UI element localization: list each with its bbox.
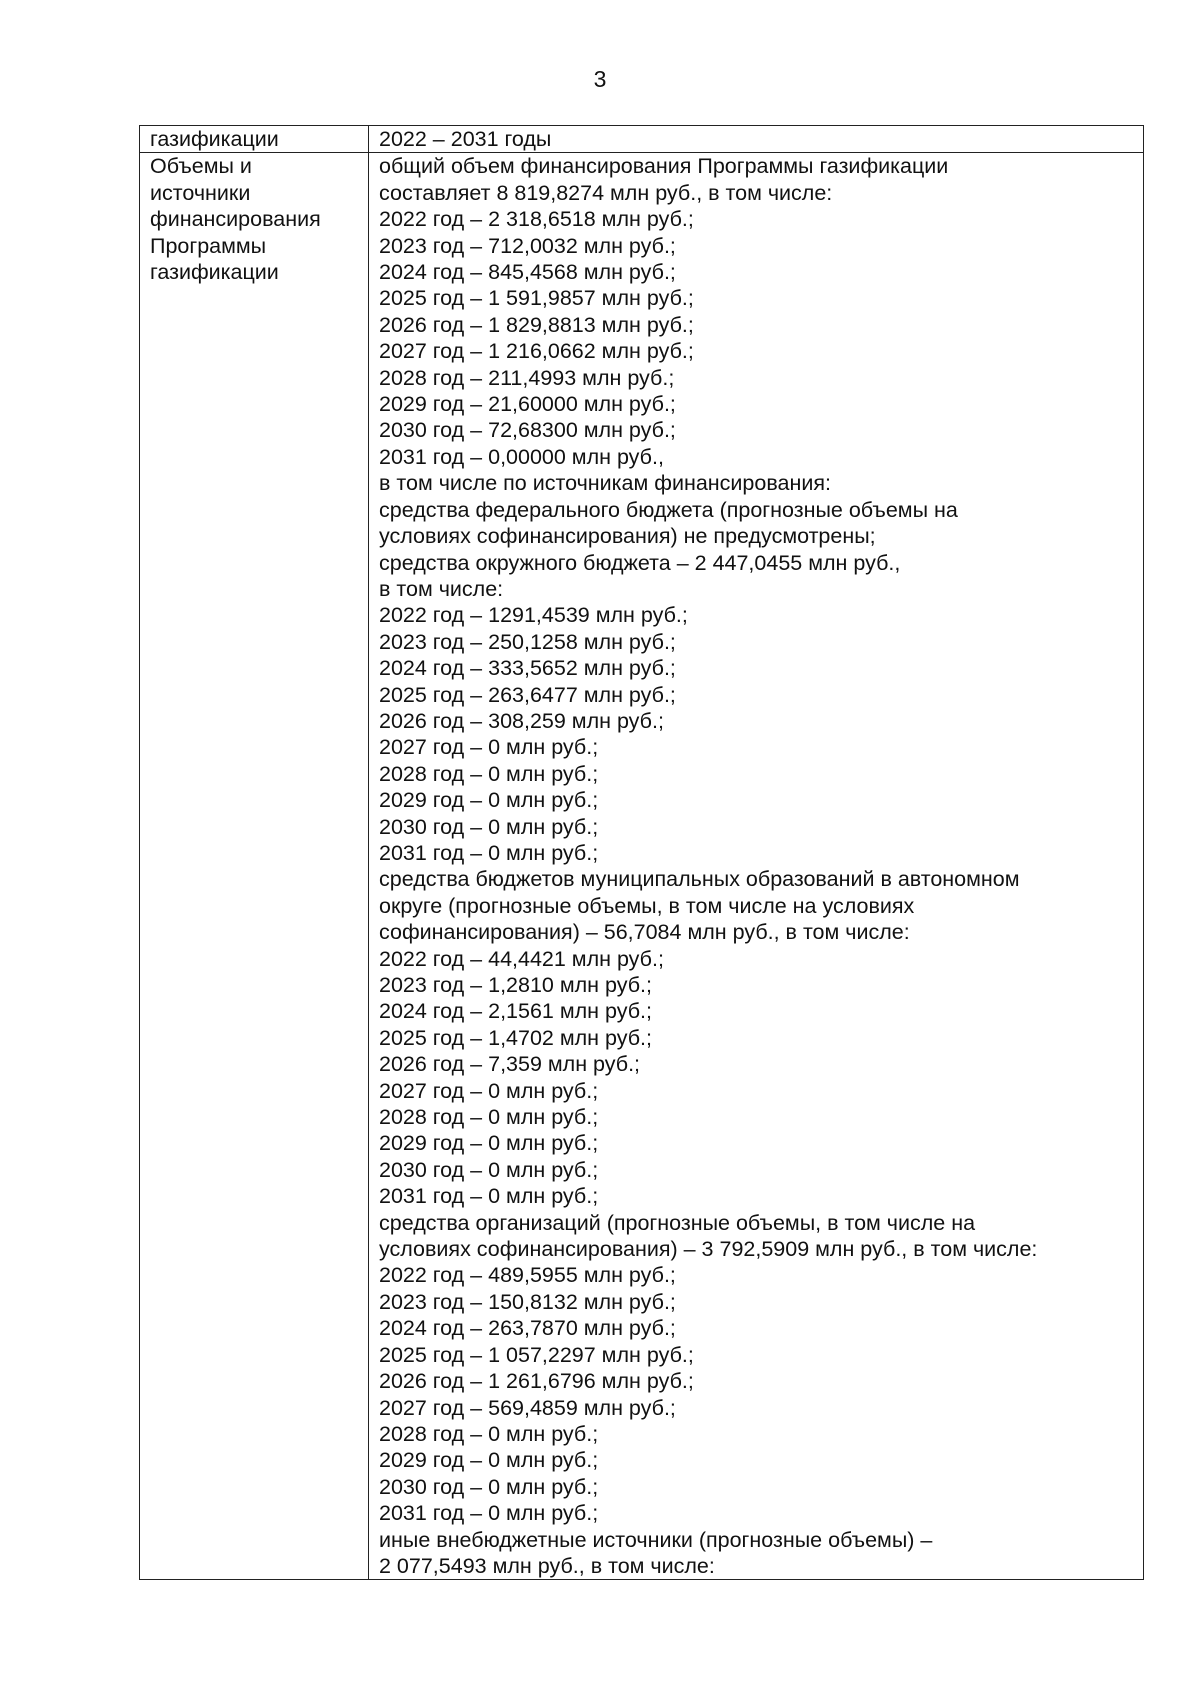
- funding-text-line: 2024 год – 2,1561 млн руб.;: [379, 999, 652, 1024]
- funding-text-line: 2025 год – 263,6477 млн руб.;: [379, 682, 676, 707]
- funding-text-line: 2028 год – 0 млн руб.;: [379, 1421, 599, 1446]
- funding-text-line: условиях софинансирования) не предусмотрены;: [379, 524, 876, 549]
- funding-text-line: 2030 год – 72,68300 млн руб.;: [379, 418, 676, 443]
- funding-text-line: 2 077,5493 млн руб., в том числе:: [379, 1553, 715, 1578]
- funding-text-line: 2029 год – 21,60000 млн руб.;: [379, 392, 676, 417]
- funding-text-line: 2026 год – 1 829,8813 млн руб.;: [379, 312, 694, 337]
- funding-text-line: 2030 год – 0 млн руб.;: [379, 814, 599, 839]
- funding-text-line: 2027 год – 0 млн руб.;: [379, 735, 599, 760]
- funding-text-line: средства организаций (прогнозные объемы, в том числе на: [379, 1210, 976, 1235]
- funding-text-line: 2027 год – 1 216,0662 млн руб.;: [379, 339, 694, 364]
- funding-text-line: 2023 год – 712,0032 млн руб.;: [379, 233, 676, 258]
- funding-text-line: 2025 год – 1 057,2297 млн руб.;: [379, 1342, 694, 1367]
- funding-text-line: составляет 8 819,8274 млн руб., в том числе:: [379, 180, 833, 205]
- funding-text-line: средства окружного бюджета – 2 447,0455 млн руб.,: [379, 550, 901, 575]
- funding-text-line: 2022 год – 1291,4539 млн руб.;: [379, 603, 688, 628]
- funding-text-line: 2030 год – 0 млн руб.;: [379, 1474, 599, 1499]
- funding-label-line: газификации: [150, 260, 279, 285]
- funding-text-line: 2025 год – 1 591,9857 млн руб.;: [379, 286, 694, 311]
- page-number: 3: [593, 66, 607, 92]
- funding-text-line: 2029 год – 0 млн руб.;: [379, 1131, 599, 1156]
- funding-label-lines: [150, 153, 368, 285]
- funding-text-line: 2023 год – 250,1258 млн руб.;: [379, 629, 676, 654]
- funding-text-line: 2022 год – 44,4421 млн руб.;: [379, 946, 664, 971]
- row-label: газификации: [150, 127, 279, 151]
- program-passport-table: [139, 125, 1144, 1580]
- funding-text-line: 2031 год – 0 млн руб.;: [379, 1501, 599, 1526]
- funding-text-line: 2024 год – 333,5652 млн руб.;: [379, 656, 676, 681]
- funding-label-line: источники: [150, 180, 251, 205]
- funding-text-line: в том числе:: [379, 576, 504, 601]
- funding-text-line: 2028 год – 0 млн руб.;: [379, 761, 599, 786]
- funding-text-line: 2024 год – 845,4568 млн руб.;: [379, 260, 676, 285]
- funding-text-line: 2029 год – 0 млн руб.;: [379, 788, 599, 813]
- funding-text-line: 2024 год – 263,7870 млн руб.;: [379, 1316, 676, 1341]
- funding-text-line: 2031 год – 0 млн руб.;: [379, 840, 599, 865]
- funding-text-line: 2027 год – 0 млн руб.;: [379, 1078, 599, 1103]
- funding-value-cell: [369, 153, 1144, 1580]
- funding-text-line: 2025 год – 1,4702 млн руб.;: [379, 1025, 652, 1050]
- funding-text-line: общий объем финансирования Программы газификации: [379, 154, 949, 179]
- funding-text-line: 2022 год – 2 318,6518 млн руб.;: [379, 207, 694, 232]
- funding-text-line: 2028 год – 0 млн руб.;: [379, 1105, 599, 1130]
- funding-label-line: финансирования: [150, 207, 321, 232]
- funding-label-cell: [140, 153, 369, 1580]
- funding-text-line: в том числе по источникам финансирования:: [379, 471, 831, 496]
- funding-text-line: 2023 год – 150,8132 млн руб.;: [379, 1289, 676, 1314]
- funding-text-line: 2030 год – 0 млн руб.;: [379, 1157, 599, 1182]
- funding-text-line: 2022 год – 489,5955 млн руб.;: [379, 1263, 676, 1288]
- funding-text-line: софинансирования) – 56,7084 млн руб., в том числе:: [379, 920, 910, 945]
- funding-text-line: 2029 год – 0 млн руб.;: [379, 1448, 599, 1473]
- funding-text-line: условиях софинансирования) – 3 792,5909 млн руб., в том числе:: [379, 1237, 1038, 1262]
- funding-label-line: Объемы и: [150, 154, 252, 179]
- funding-text-line: иные внебюджетные источники (прогнозные объемы) –: [379, 1527, 933, 1552]
- table-row-period: [140, 126, 1144, 153]
- row-label-cell: [140, 126, 369, 153]
- funding-text-line: 2027 год – 569,4859 млн руб.;: [379, 1395, 676, 1420]
- funding-text-line: 2026 год – 308,259 млн руб.;: [379, 708, 664, 733]
- funding-text-line: 2026 год – 7,359 млн руб.;: [379, 1052, 641, 1077]
- funding-text-line: 2023 год – 1,2810 млн руб.;: [379, 973, 652, 997]
- funding-label-line: Программы: [150, 233, 267, 258]
- row-value-cell: [369, 126, 1144, 153]
- funding-text-line: средства федерального бюджета (прогнозные объемы на: [379, 497, 958, 522]
- row-value: 2022 – 2031 годы: [379, 127, 552, 151]
- funding-text-line: 2026 год – 1 261,6796 млн руб.;: [379, 1369, 694, 1394]
- funding-text-line: округе (прогнозные объемы, в том числе на условиях: [379, 893, 915, 918]
- funding-value-lines: [379, 153, 1143, 1579]
- funding-text-line: 2031 год – 0 млн руб.;: [379, 1184, 599, 1209]
- funding-text-line: средства бюджетов муниципальных образований в автономном: [379, 867, 1020, 892]
- funding-text-line: 2028 год – 211,4993 млн руб.;: [379, 365, 675, 390]
- funding-text-line: 2031 год – 0,00000 млн руб.,: [379, 444, 664, 469]
- table-row-funding: [140, 153, 1144, 1580]
